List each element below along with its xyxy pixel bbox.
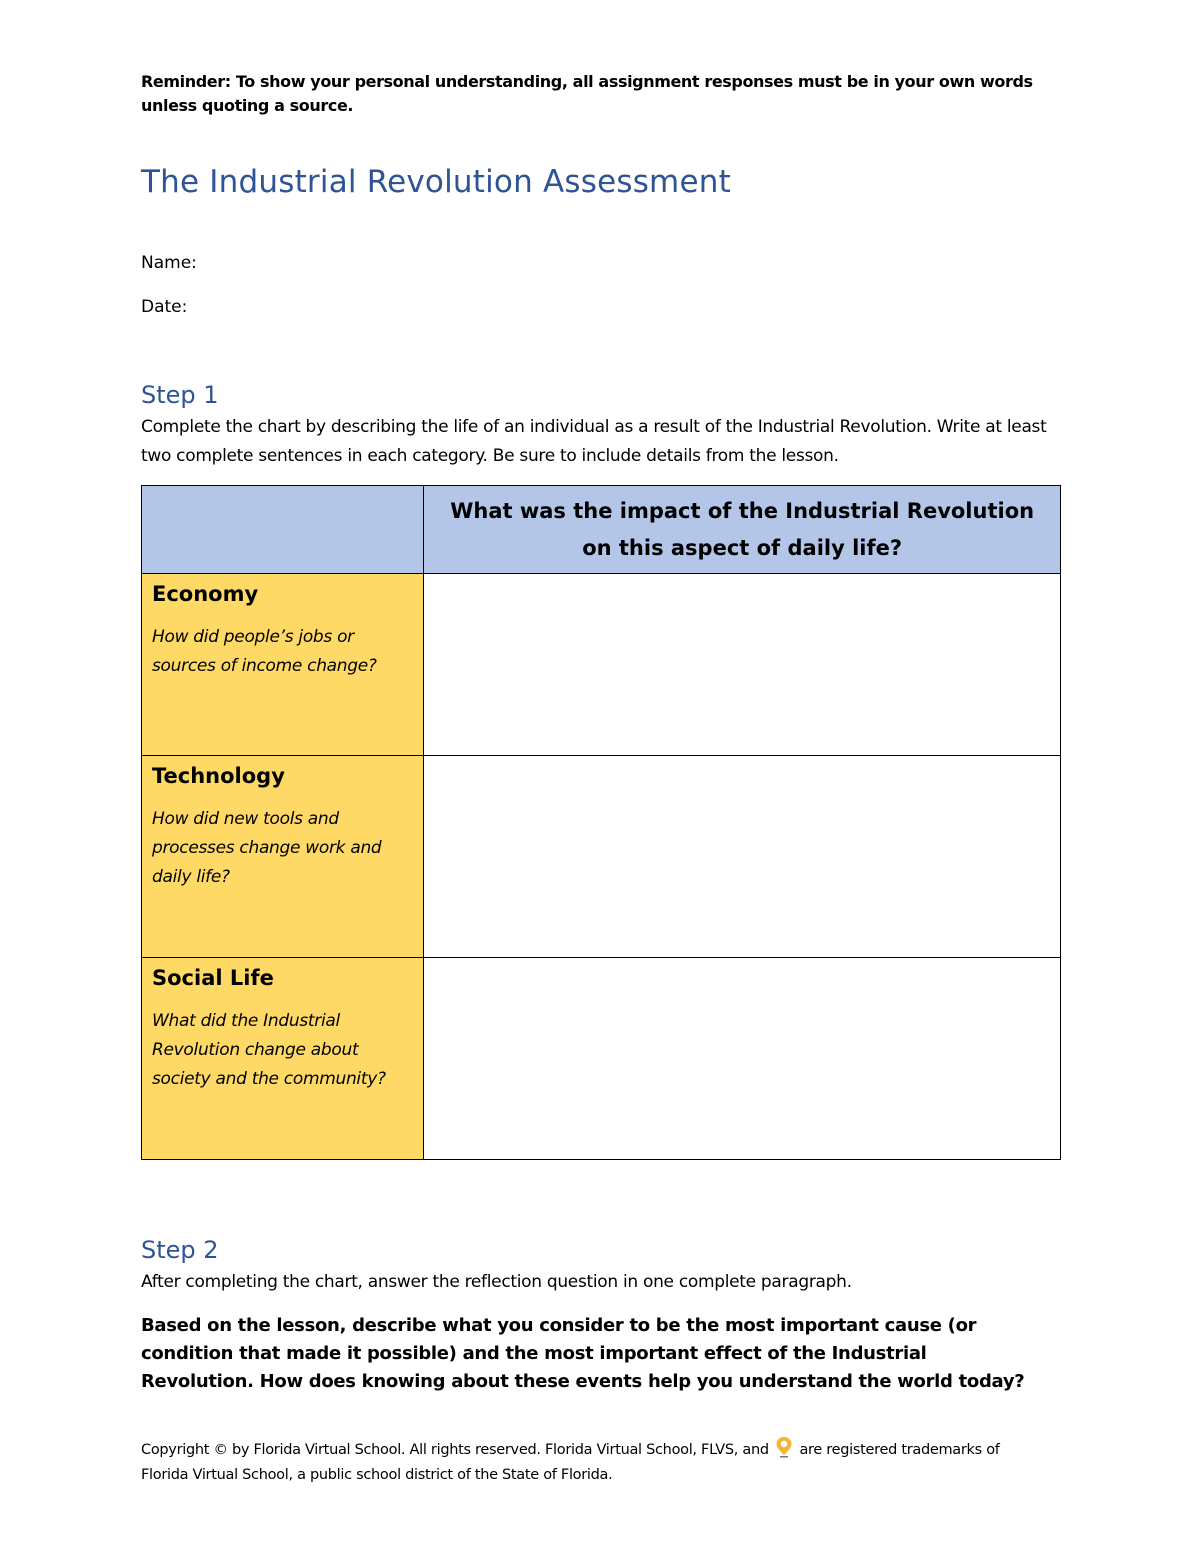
category-title: Technology [152,764,285,788]
answer-cell-economy[interactable] [424,574,1061,756]
copyright-text-end: are registered trademarks of Florida Virtual School, a public school district of the State of Florida. [141,1442,1000,1483]
chart-row-social-life [142,958,1061,1160]
chart-header-row [142,486,1061,574]
category-cell-economy [142,574,424,756]
answer-cell-social-life[interactable] [424,958,1061,1160]
name-field-label: Name: [141,253,197,273]
page-title: The Industrial Revolution Assessment [141,164,731,200]
copyright-footer [141,1436,1041,1488]
chart-header-question: What was the impact of the Industrial Revolution on this aspect of daily life? [424,486,1061,574]
chart-row-technology [142,756,1061,958]
category-prompt: How did new tools and processes change work and daily life? [152,809,382,887]
chart-row-economy [142,574,1061,756]
step2-heading: Step 2 [141,1236,219,1264]
step2-instructions: After completing the chart, answer the reflection question in one complete paragraph. [141,1272,852,1292]
reminder-note [141,70,1051,118]
date-field-label: Date: [141,297,188,317]
category-title: Social Life [152,966,274,990]
copyright-text-start: Copyright © by Florida Virtual School. All rights reserved. Florida Virtual School, FLVS, and [141,1442,769,1458]
step1-instructions: Complete the chart by describing the life of an individual as a result of the Industrial Revolution. Write at least two complete sentences in each category. Be sure to include details from the lesson. [141,417,1047,466]
category-cell-technology [142,756,424,958]
flvs-logo-icon [775,1436,793,1458]
step1-heading: Step 1 [141,381,219,409]
category-title: Economy [152,582,259,606]
category-prompt: How did people’s jobs or sources of income change? [152,627,377,676]
answer-cell-technology[interactable] [424,756,1061,958]
category-cell-social-life [142,958,424,1160]
reminder-text: Reminder: To show your personal understanding, all assignment responses must be in your own words unless quoting a source. [141,72,1033,115]
reflection-question: Based on the lesson, describe what you consider to be the most important cause (or condition that made it possible) and the most important effect of the Industrial Revolution. How does knowing about these events help you understand the world today? [141,1315,1025,1392]
category-prompt: What did the Industrial Revolution change about society and the community? [152,1011,386,1089]
chart-header-empty-cell [142,486,424,574]
impact-chart-table [141,485,1061,1160]
